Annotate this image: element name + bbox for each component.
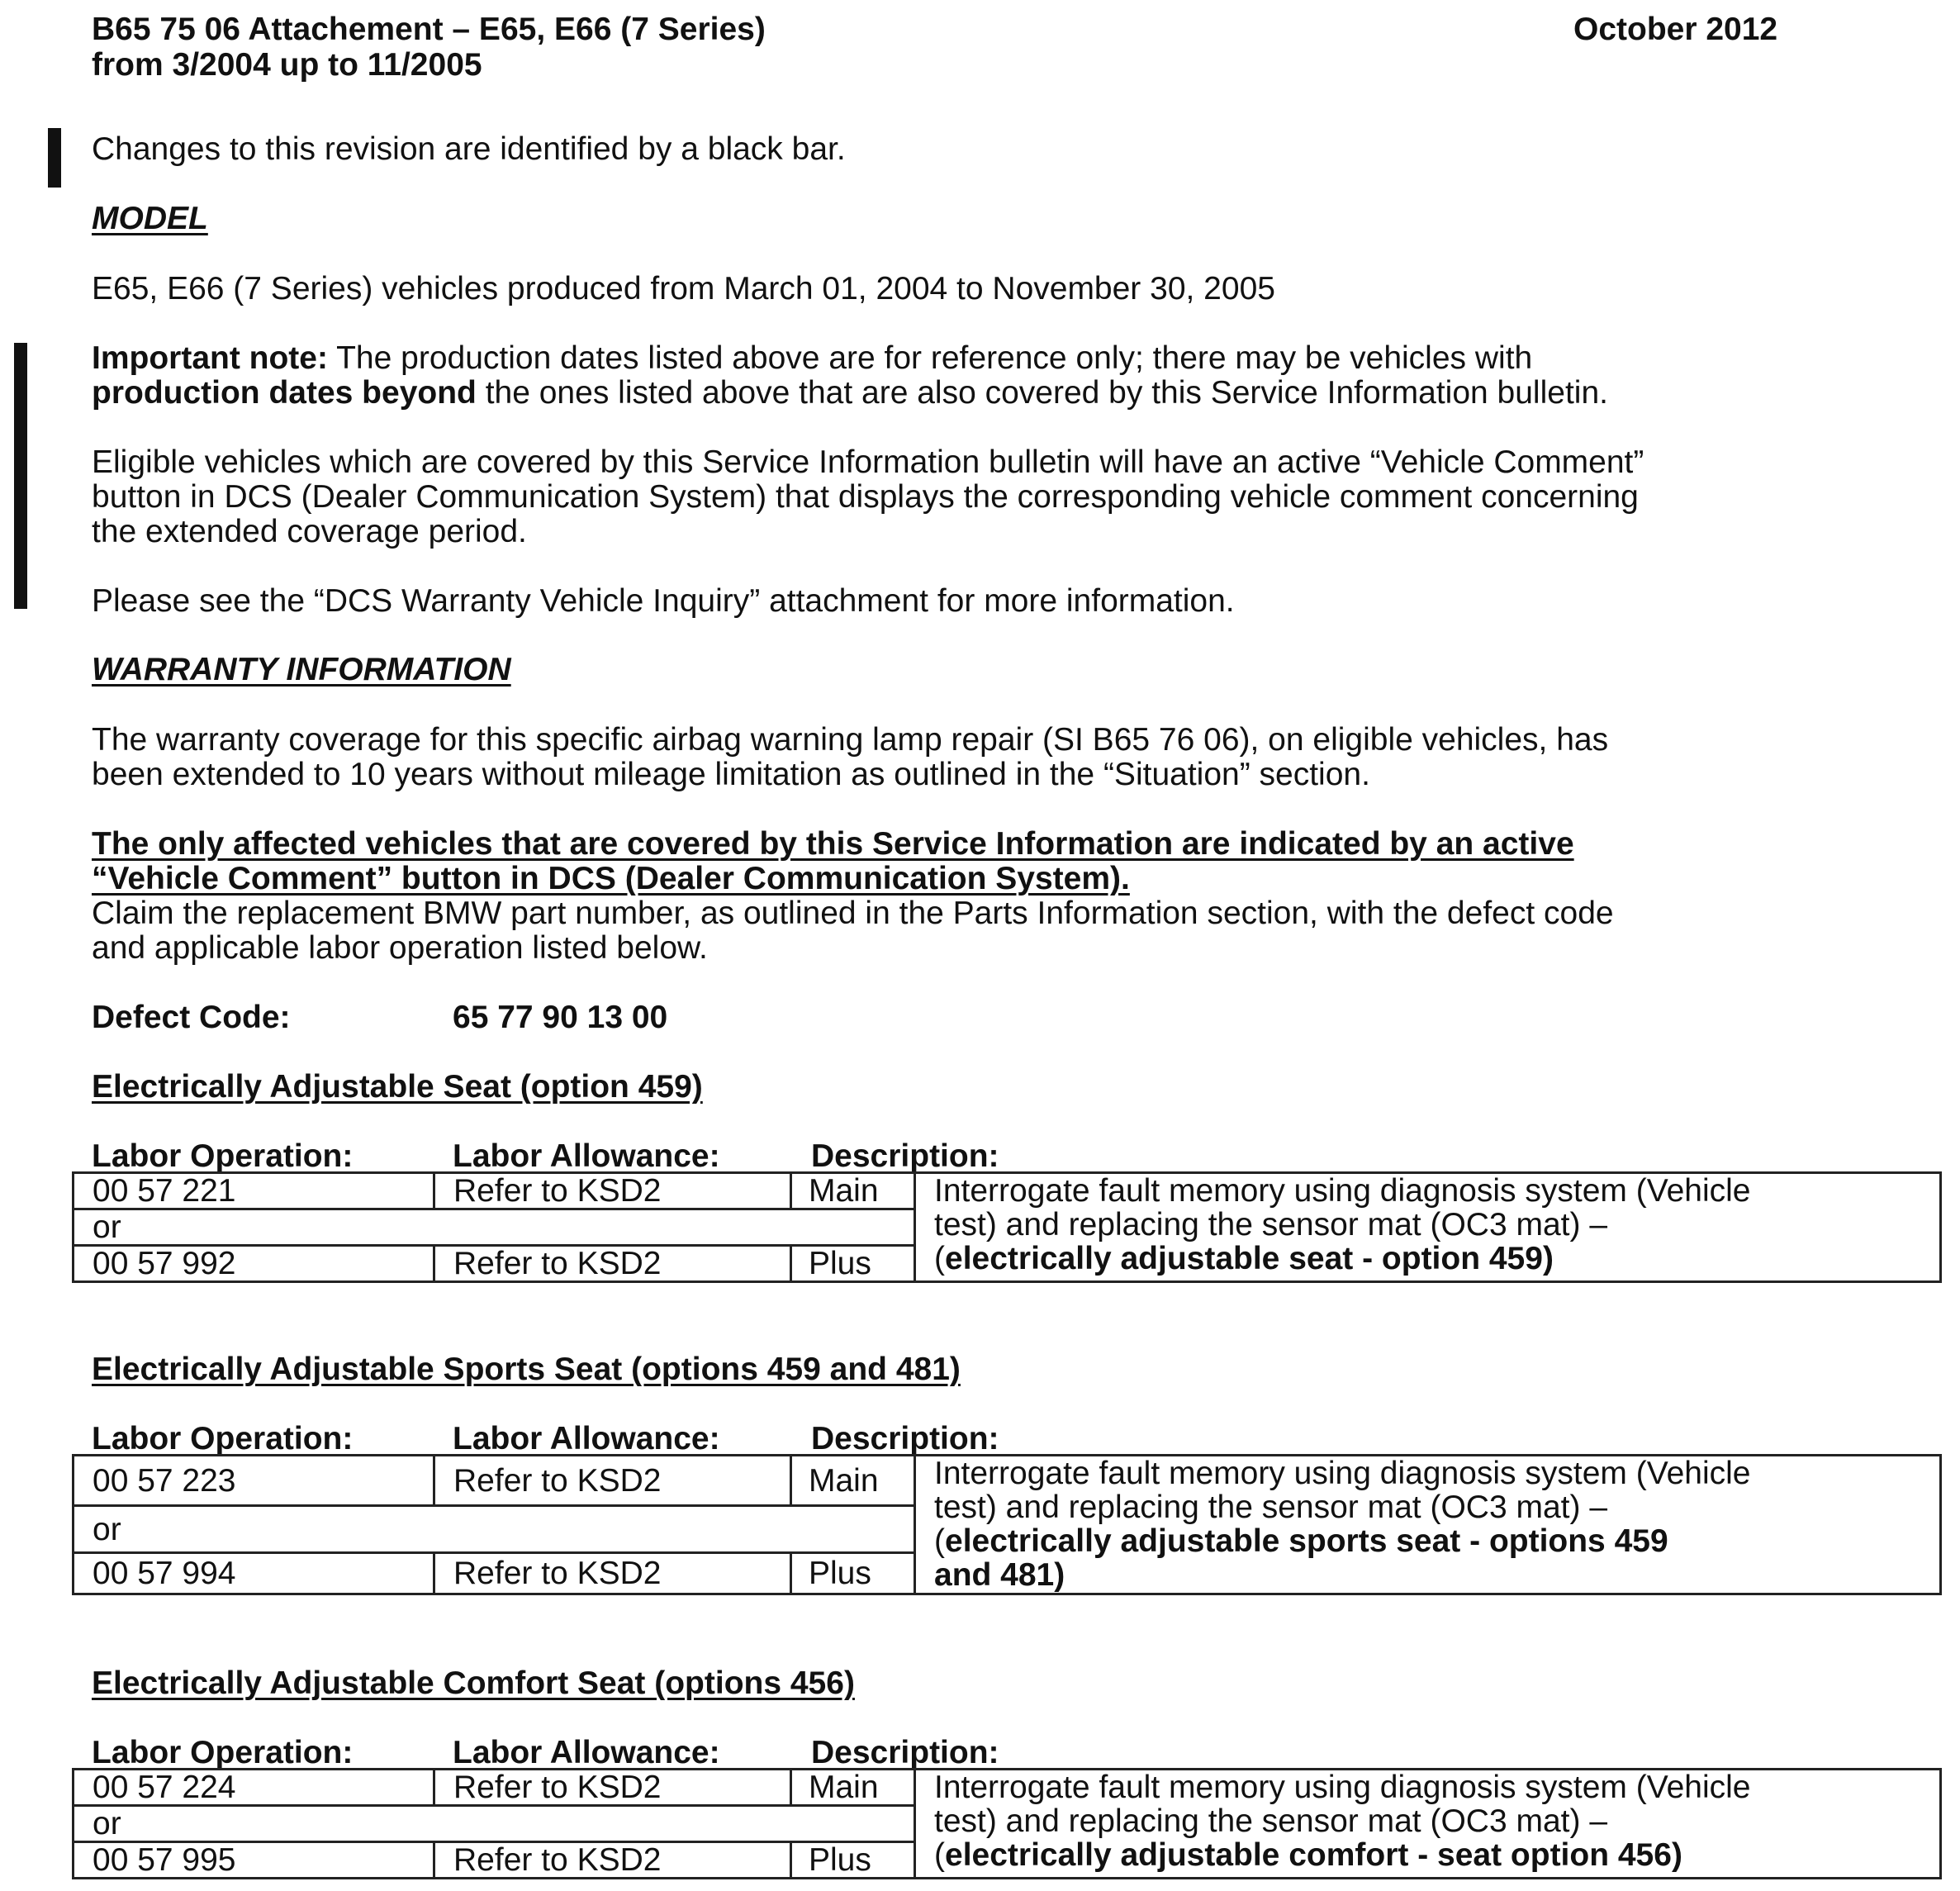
section-heading: Electrically Adjustable Seat (option 459) — [92, 1069, 703, 1105]
description-bold-line — [934, 1838, 1939, 1872]
eligible-line-2: button in DCS (Dealer Communication System) that displays the corresponding vehicle comment concerning — [92, 479, 1639, 515]
labor-or: or — [74, 1506, 915, 1553]
labor-allowance-plus: Refer to KSD2 — [434, 1553, 791, 1594]
column-labor-allowance: Labor Allowance: — [453, 1735, 720, 1770]
description-bold: electrically adjustable comfort - seat option 456) — [945, 1837, 1682, 1873]
revision-change-bar — [48, 128, 61, 188]
labor-description — [915, 1770, 1941, 1879]
description-bold: electrically adjustable seat - option 459) — [945, 1241, 1554, 1276]
coverage-line-2: been extended to 10 years without mileage limitation as outlined in the “Situation” section. — [92, 757, 1370, 792]
description-line: test) and replacing the sensor mat (OC3 mat) – — [934, 1803, 1608, 1839]
labor-type-plus: Plus — [791, 1246, 915, 1282]
description-bold-line — [934, 1524, 1939, 1558]
important-note-text-2: the ones listed above that are also covered by this Service Information bulletin. — [476, 375, 1608, 411]
coverage-line-1: The warranty coverage for this specific airbag warning lamp repair (SI B65 76 06), on eligible vehicles, has — [92, 722, 1609, 758]
labor-code-main: 00 57 223 — [74, 1456, 434, 1506]
labor-or: or — [74, 1806, 915, 1842]
labor-code-main: 00 57 221 — [74, 1173, 434, 1209]
labor-allowance-plus: Refer to KSD2 — [434, 1246, 791, 1282]
description-bold-line — [934, 1242, 1939, 1276]
document-subtitle: from 3/2004 up to 11/2005 — [92, 47, 482, 83]
labor-code-plus: 00 57 992 — [74, 1246, 434, 1282]
labor-allowance-main: Refer to KSD2 — [434, 1456, 791, 1506]
labor-description — [915, 1173, 1941, 1282]
table-row — [74, 1456, 1941, 1506]
description-bold: and 481) — [934, 1557, 1065, 1593]
column-labor-allowance: Labor Allowance: — [453, 1421, 720, 1456]
labor-type-plus: Plus — [791, 1842, 915, 1879]
claim-line-1: Claim the replacement BMW part number, as outlined in the Parts Information section, with the defect code — [92, 896, 1614, 931]
important-note-line-1 — [92, 341, 1532, 376]
description-line: Interrogate fault memory using diagnosis system (Vehicle — [934, 1770, 1751, 1805]
claim-line-2: and applicable labor operation listed below. — [92, 930, 708, 966]
model-heading: MODEL — [92, 201, 208, 236]
column-description: Description: — [811, 1138, 999, 1174]
description-line: Interrogate fault memory using diagnosis system (Vehicle — [934, 1456, 1751, 1491]
important-note-line-2 — [92, 376, 1608, 411]
defect-code-label: Defect Code: — [92, 1000, 291, 1035]
model-vehicles: E65, E66 (7 Series) vehicles produced from March 01, 2004 to November 30, 2005 — [92, 271, 1275, 306]
table-row — [74, 1173, 1941, 1209]
section-heading: Electrically Adjustable Comfort Seat (options 456) — [92, 1665, 855, 1701]
labor-allowance-plus: Refer to KSD2 — [434, 1842, 791, 1879]
labor-allowance-main: Refer to KSD2 — [434, 1173, 791, 1209]
eligible-line-1: Eligible vehicles which are covered by this Service Information bulletin will have an active “Vehicle Comment” — [92, 444, 1644, 480]
table-row — [74, 1770, 1941, 1806]
description-line: test) and replacing the sensor mat (OC3 mat) – — [934, 1490, 1608, 1525]
labor-table — [72, 1171, 1942, 1283]
revision-note: Changes to this revision are identified by a black bar. — [92, 131, 846, 167]
labor-table — [72, 1454, 1942, 1595]
important-note-text: The production dates listed above are for reference only; there may be vehicles with — [327, 340, 1533, 376]
labor-table — [72, 1768, 1942, 1879]
column-description: Description: — [811, 1735, 999, 1770]
labor-code-main: 00 57 224 — [74, 1770, 434, 1806]
affected-line-2: “Vehicle Comment” button in DCS (Dealer Communication System). — [92, 861, 1130, 896]
labor-code-plus: 00 57 994 — [74, 1553, 434, 1594]
labor-or: or — [74, 1209, 915, 1246]
eligible-line-3: the extended coverage period. — [92, 514, 527, 549]
warranty-heading: WARRANTY INFORMATION — [92, 652, 511, 687]
defect-code-value: 65 77 90 13 00 — [453, 1000, 668, 1035]
column-labor-operation: Labor Operation: — [92, 1421, 354, 1456]
labor-allowance-main: Refer to KSD2 — [434, 1770, 791, 1806]
column-labor-operation: Labor Operation: — [92, 1735, 354, 1770]
labor-type-main: Main — [791, 1173, 915, 1209]
document-title: B65 75 06 Attachement – E65, E66 (7 Series) — [92, 12, 766, 47]
description-paren: ( — [934, 1241, 945, 1276]
affected-line-1: The only affected vehicles that are covered by this Service Information are indicated by an active — [92, 826, 1574, 862]
labor-description — [915, 1456, 1941, 1594]
labor-type-main: Main — [791, 1770, 915, 1806]
column-labor-allowance: Labor Allowance: — [453, 1138, 720, 1174]
production-dates-beyond: production dates beyond — [92, 375, 477, 411]
see-attachment-note: Please see the “DCS Warranty Vehicle Inquiry” attachment for more information. — [92, 583, 1235, 619]
description-paren: ( — [934, 1837, 945, 1873]
description-paren: ( — [934, 1523, 945, 1559]
document-date: October 2012 — [1573, 12, 1778, 47]
labor-type-main: Main — [791, 1456, 915, 1506]
description-line: Interrogate fault memory using diagnosis system (Vehicle — [934, 1173, 1751, 1209]
important-note-label: Important note: — [92, 340, 328, 376]
revision-change-bar — [14, 343, 27, 609]
column-description: Description: — [811, 1421, 999, 1456]
labor-type-plus: Plus — [791, 1553, 915, 1594]
description-line: test) and replacing the sensor mat (OC3 mat) – — [934, 1207, 1608, 1242]
labor-code-plus: 00 57 995 — [74, 1842, 434, 1879]
column-labor-operation: Labor Operation: — [92, 1138, 354, 1174]
section-heading: Electrically Adjustable Sports Seat (options 459 and 481) — [92, 1352, 961, 1387]
description-bold: electrically adjustable sports seat - options 459 — [945, 1523, 1668, 1559]
